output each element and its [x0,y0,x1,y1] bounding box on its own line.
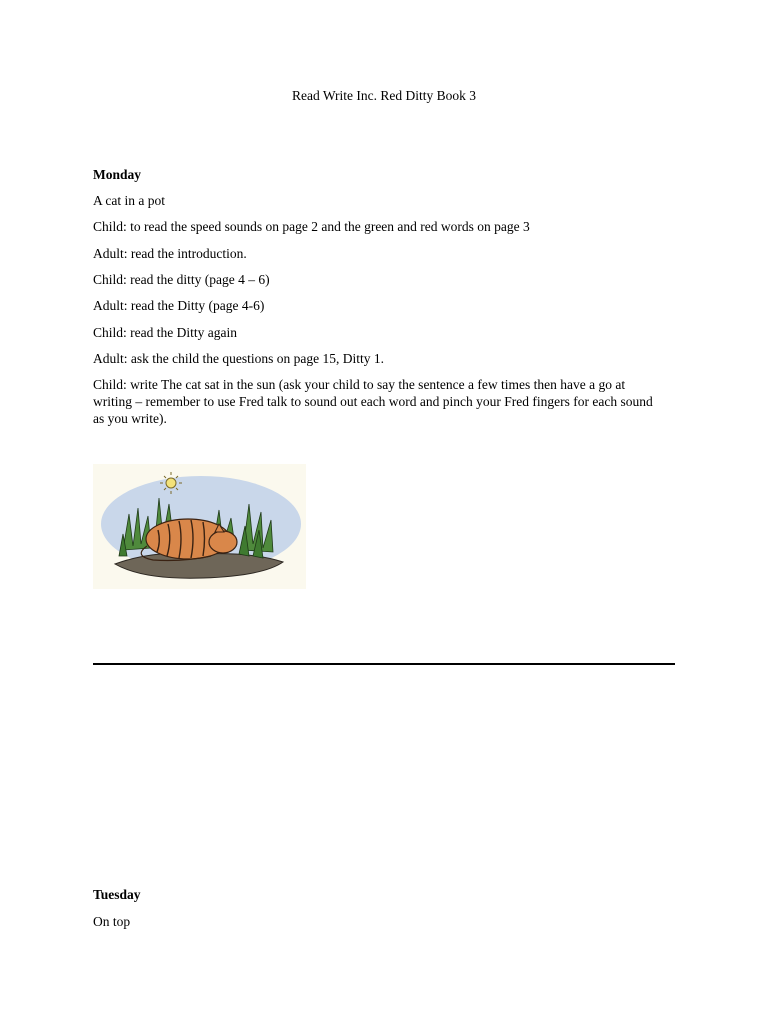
tuesday-line-1: On top [93,914,131,929]
monday-line-3: Adult: read the introduction. [93,246,247,261]
monday-line-5: Adult: read the Ditty (page 4-6) [93,298,265,313]
cat-illustration-svg [93,464,306,589]
monday-line-2: Child: to read the speed sounds on page 2 and the green and red words on page 3 [93,219,530,234]
monday-line-8: Child: write The cat sat in the sun (ask your child to say the sentence a few times then have a go at writing – remember to use Fred talk to sound out each word and pinch your Fred fingers for each sound as you write). [93,377,653,426]
monday-line-1: A cat in a pot [93,193,165,208]
monday-line-6: Child: read the Ditty again [93,325,237,340]
monday-heading: Monday [93,167,142,182]
document-title: Read Write Inc. Red Ditty Book 3 [291,88,477,103]
cat-sleeping-illustration [93,464,306,589]
tuesday-heading: Tuesday [93,887,141,902]
monday-line-7: Adult: ask the child the questions on page 15, Ditty 1. [93,351,384,366]
monday-line-4: Child: read the ditty (page 4 – 6) [93,272,270,287]
section-divider [93,663,675,665]
